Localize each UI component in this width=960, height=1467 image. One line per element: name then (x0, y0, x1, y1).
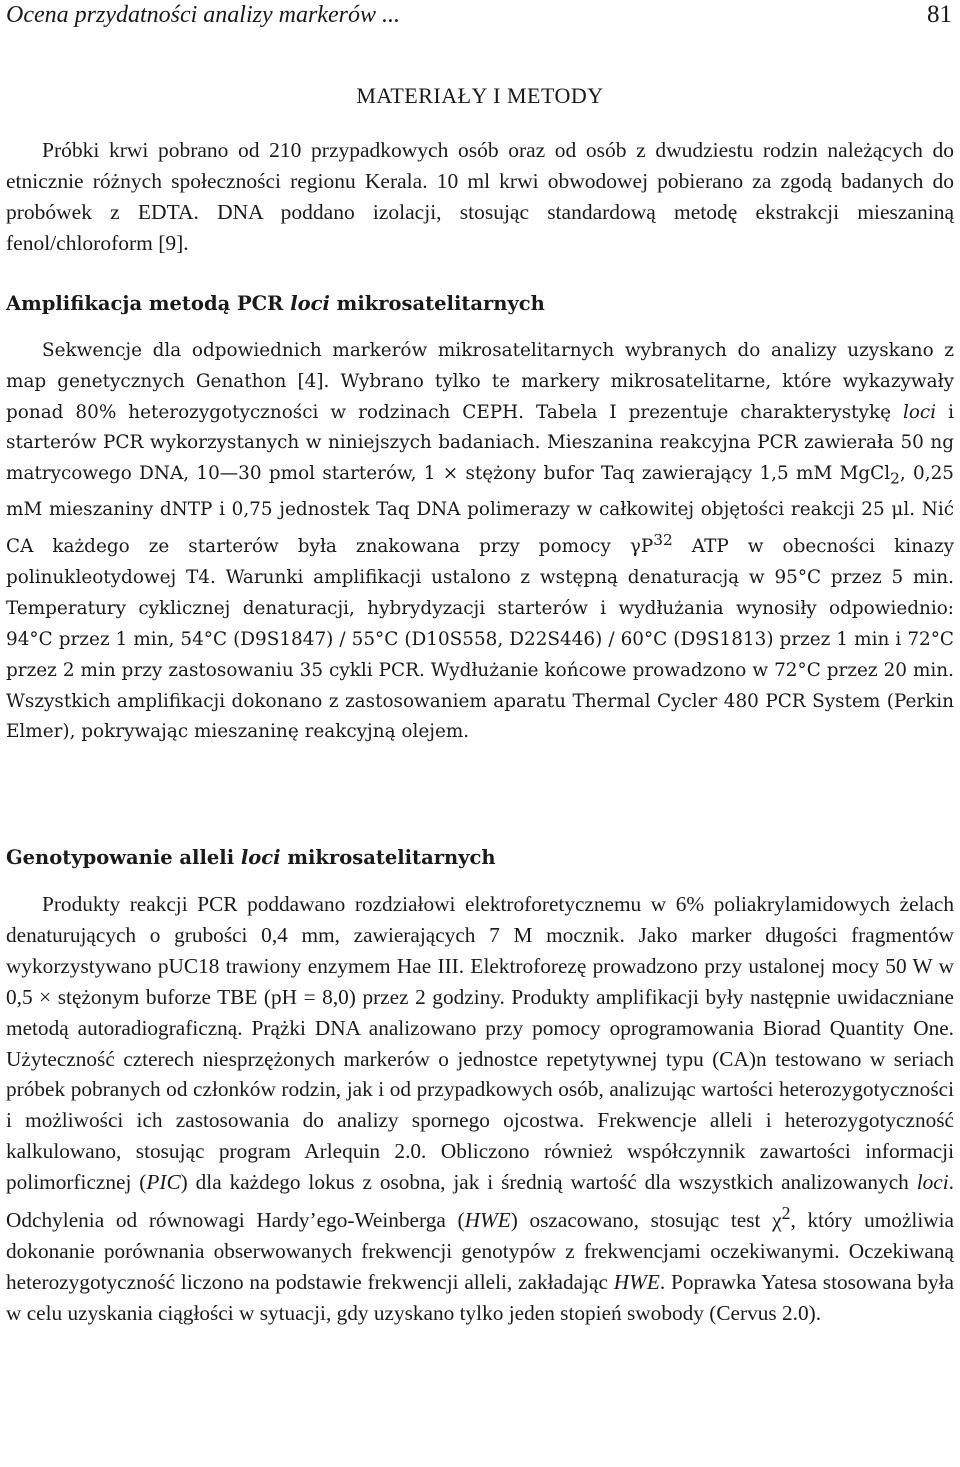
page-number: 81 (927, 1, 952, 28)
paragraph-text: , który umożliwia dokonanie porównania obserwowanych frekwencji genotypów z frekwencjami oczekiwanymi. Oczekiwaną heterozygotyczność liczono na podstawie frekwencji alleli, zakładając (6, 1208, 954, 1294)
page-header (0, 0, 960, 30)
paragraph-text: , 0,25 mM mieszaniny dNTP i 0,75 jednostek Taq DNA polimerazy w całkowitej objętości reakcji 25 μl. Nić CA każdego ze starterów była znakowana przy pomocy γP (6, 463, 954, 558)
superscript: 32 (653, 531, 673, 550)
subheading-italic-loci: loci (240, 846, 281, 869)
subscript: 2 (890, 469, 900, 488)
subheading-text: mikrosatelitarnych (329, 292, 545, 315)
running-head: Ocena przydatności analizy markerów ... (6, 2, 400, 28)
paragraph-text: ) dla każdego lokus z osobna, jak i średnią wartość dla wszystkich analizowanych (180, 1170, 917, 1195)
paragraph-amplification (6, 336, 954, 748)
italic-hwe: HWE (613, 1269, 660, 1294)
italic-loci: loci (916, 1170, 949, 1195)
superscript: 2 (781, 1203, 791, 1224)
italic-hwe: HWE (464, 1208, 511, 1233)
subheading-text: mikrosatelitarnych (280, 846, 496, 869)
paragraph-genotyping (6, 889, 954, 1329)
paragraph-text: Sekwencje dla odpowiednich markerów mikrosatelitarnych wybranych do analizy uzyskano z map genetycznych Genathon [4]. Wybrano tylko te markery mikrosatelitarne, które wykazywały ponad 80% heterozygotyczności w rodzinach CEPH. Tabela I prezentuje charakterystykę (6, 340, 954, 423)
section-title: MATERIAŁY I METODY (356, 83, 604, 108)
subheading-text: Amplifikacja metodą PCR (6, 292, 291, 315)
subheading-italic-loci: loci (290, 292, 330, 315)
paragraph-materials: Próbki krwi pobrano od 210 przypadkowych osób oraz od osób z dwudziestu rodzin należących do etnicznie różnych społeczności regionu Kerala. 10 ml krwi obwodowej pobierano za zgodą badanych do probówek z EDTA. DNA poddano izolacji, stosując standardową metodę ekstrakcji mieszaniną fenol/chloroform [9]. (6, 138, 954, 255)
subheading-text: Genotypowanie alleli (6, 846, 241, 869)
italic-pic: PIC (146, 1170, 181, 1195)
subheading-amplification (6, 289, 545, 319)
paragraph-text: i starterów PCR wykorzystanych w niniejszych badaniach. Mieszanina reakcyjna PCR zawierała 50 ng matrycowego DNA, 10—30 pmol starterów, 1 × stężony bufor Taq zawierający 1,5 mM MgCl (6, 401, 954, 485)
paragraph-text: ) oszacowano, stosując test χ (510, 1208, 782, 1233)
paragraph-text: Produkty reakcji PCR poddawano rozdziałowi elektroforetycznemu w 6% poliakrylamidowych żelach denaturujących o grubości 0,4 mm, zawierających 7 M mocznik. Jako marker długości fragmentów wykorzystywano pUC18 trawiony enzymem Hae III. Elektroforezę prowadzono przy ustalonej mocy 50 W w 0,5 × stężonym buforze TBE (pH = 8,0) przez 2 godziny. Produkty amplifikacji były następnie uwidaczniane metodą autoradiograficzną. Prążki DNA analizowano przy pomocy oprogramowania Biorad Quantity One. Użyteczność czterech niesprzężonych markerów o jednostce repetytywnej typu (CA)n testowano w seriach próbek pobranych od członków rodzin, jak i od przypadkowych osób, analizując wartości heterozygotyczności i możliwości ich zastosowania do analizy spornego ojcostwa. Frekwencje alleli i heterozygotyczność kalkulowano, stosując program Arlequin 2.0. Obliczono również współczynnik zawartości informacji polimorficznej ( (6, 892, 954, 1195)
paragraph-text: . Odchylenia od równowagi Hardy’ego-Weinberga ( (6, 1170, 954, 1233)
paragraph-text: . Poprawka Yatesa stosowana była w celu uzyskania ciągłości w sytuacji, gdy uzyskano tylko jeden stopień swobody (Cervus 2.0). (6, 1269, 954, 1325)
subheading-genotyping (6, 843, 496, 873)
paragraph-text: ATP w obecności kinazy polinukleotydowej T4. Warunki amplifikacji ustalono z wstępną denaturacją w 95°C przez 5 min. Temperatury cyklicznej denaturacji, hybrydyzacji starterów i wydłużania wynosiły odpowiednio: 94°C przez 1 min, 54°C (D9S1847) / 55°C (D10S558, D22S446) / 60°C (D9S1813) przez 1 min i 72°C przez 2 min przy zastosowaniu 35 cykli PCR. Wydłużanie końcowe prowadzono w 72°C przez 20 min. Wszystkich amplifikacji dokonano z zastosowaniem aparatu Thermal Cycler 480 PCR System (Perkin Elmer), pokrywając mieszaninę reakcyjną olejem. (6, 536, 954, 743)
italic-loci: loci (902, 401, 937, 423)
